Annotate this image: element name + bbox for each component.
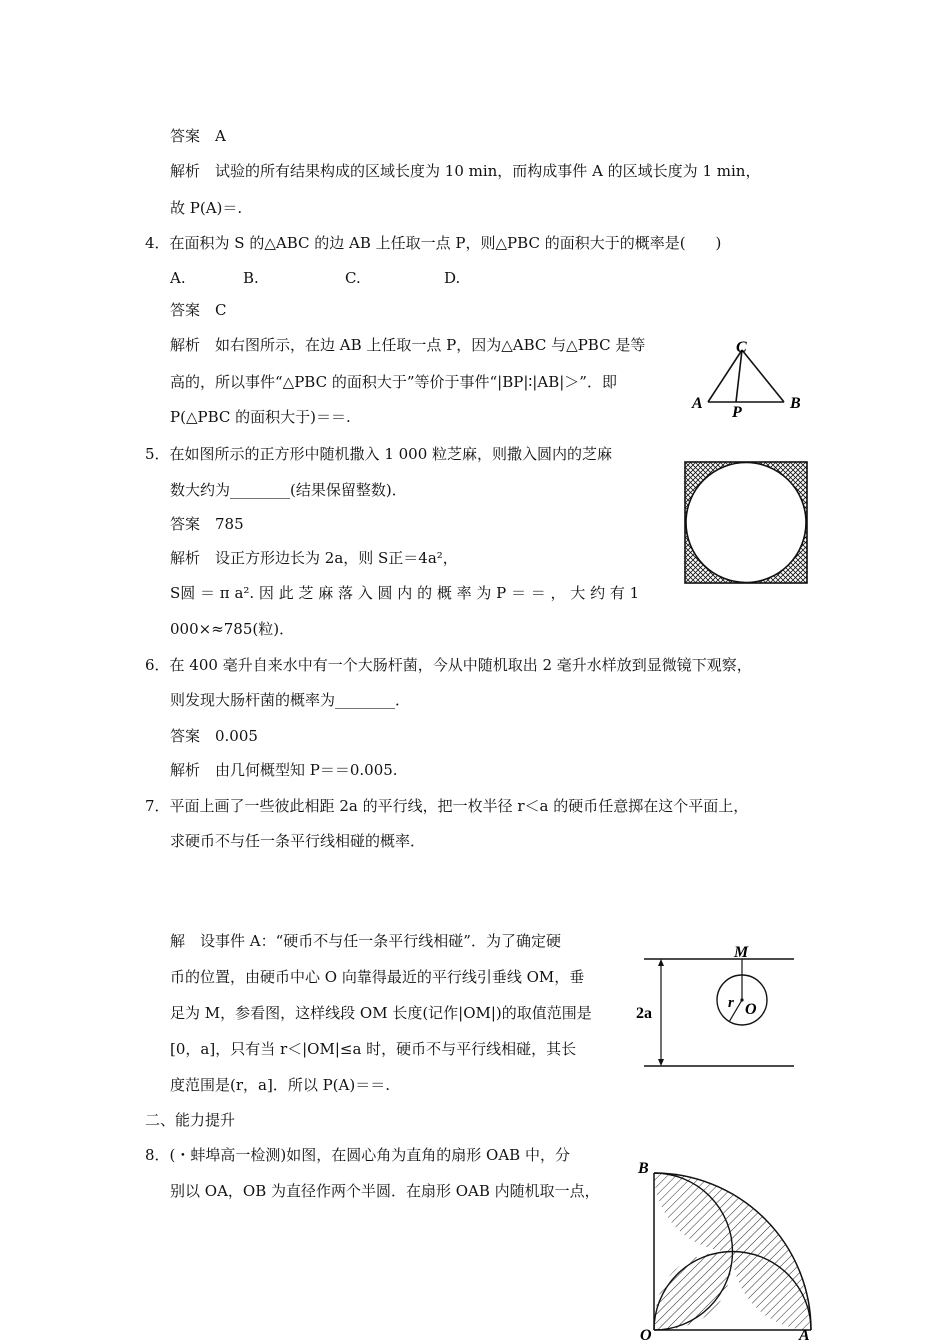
label-o: O [640,1327,652,1342]
text-line: 答案 0.005 [170,727,258,745]
text-line: P(△PBC 的面积大于)＝＝. [170,408,351,426]
label-p: P [732,404,742,421]
text-line: 答案 785 [170,515,244,533]
label-a: A [799,1327,810,1342]
triangle-figure [688,336,812,422]
text-line: 答案 C [170,301,227,319]
text-line: 5．在如图所示的正方形中随机撒入 1 000 粒芝麻，则撒入圆内的芝麻 [145,445,613,463]
label-m: M [734,944,749,961]
text-line: 4．在面积为 S 的△ABC 的边 AB 上任取一点 P，则△PBC 的面积大于的概率是( ) [145,234,722,252]
text-line: 8．(・蚌埠高一检测)如图，在圆心角为直角的扇形 OAB 中，分 [145,1146,570,1164]
text-line: 数大约为________(结果保留整数)． [170,481,407,499]
text-line: 高的，所以事件“△PBC 的面积大于”等价于事件“|BP|∶|AB|＞”．即 [170,373,617,391]
label-r: r [728,995,734,1011]
text-line: 足为 M，参看图，这样线段 OM 长度(记作|OM|)的取值范围是 [170,1004,592,1022]
label-b: B [638,1160,649,1177]
text-line: 解 设事件 A：“硬币不与任一条平行线相碰”．为了确定硬 [170,932,561,950]
square-circle-figure [683,460,809,585]
option-c: C. [345,269,361,287]
option-d: D. [444,269,461,287]
text-line: 别以 OA，OB 为直径作两个半圆．在扇形 OAB 内随机取一点， [170,1182,600,1200]
label-o: O [745,1001,757,1018]
text-line: 7．平面上画了一些彼此相距 2a 的平行线，把一枚半径 r＜a 的硬币任意掷在这个平面上， [145,797,749,815]
label-2a: 2a [636,1005,652,1022]
text-line: 则发现大肠杆菌的概率为________． [170,691,411,709]
text-line: [0，a]，只有当 r＜|OM|≤a 时，硬币不与平行线相碰，其长 [170,1040,577,1058]
option-b: B. [243,269,259,287]
text-line: 解析 由几何概型知 P＝＝0.005. [170,761,398,779]
text-line: 答案 A [170,127,226,145]
text-line: 解析 设正方形边长为 2a，则 S正＝4a²， [170,549,458,567]
text-line: 求硬币不与任一条平行线相碰的概率． [170,832,426,850]
text-line: 解析 试验的所有结果构成的区域长度为 10 min，而构成事件 A 的区域长度为 1 min， [170,162,761,180]
sector-figure [636,1156,816,1342]
label-a: A [692,395,703,412]
text-line: 故 P(A)＝. [170,199,243,217]
label-c: C [736,339,747,356]
coin-figure [632,942,798,1070]
section-heading: 二、能力提升 [145,1111,236,1129]
text-line: 解析 如右图所示，在边 AB 上任取一点 P，因为△ABC 与△PBC 是等 [170,336,646,354]
text-line: 6．在 400 毫升自来水中有一个大肠杆菌，今从中随机取出 2 毫升水样放到显微镜下观察， [145,656,752,674]
text-line: 000×≈785(粒)． [170,620,295,638]
label-b: B [790,395,801,412]
option-a: A. [170,269,186,287]
text-line: 度范围是(r，a]．所以 P(A)＝＝. [170,1076,390,1094]
text-line: 币的位置，由硬币中心 O 向靠得最近的平行线引垂线 OM，垂 [170,968,585,986]
text-line: S圆 ＝ π a². 因 此 芝 麻 落 入 圆 内 的 概 率 为 P ＝ ＝ ， 大 约 有 1 [170,584,640,602]
